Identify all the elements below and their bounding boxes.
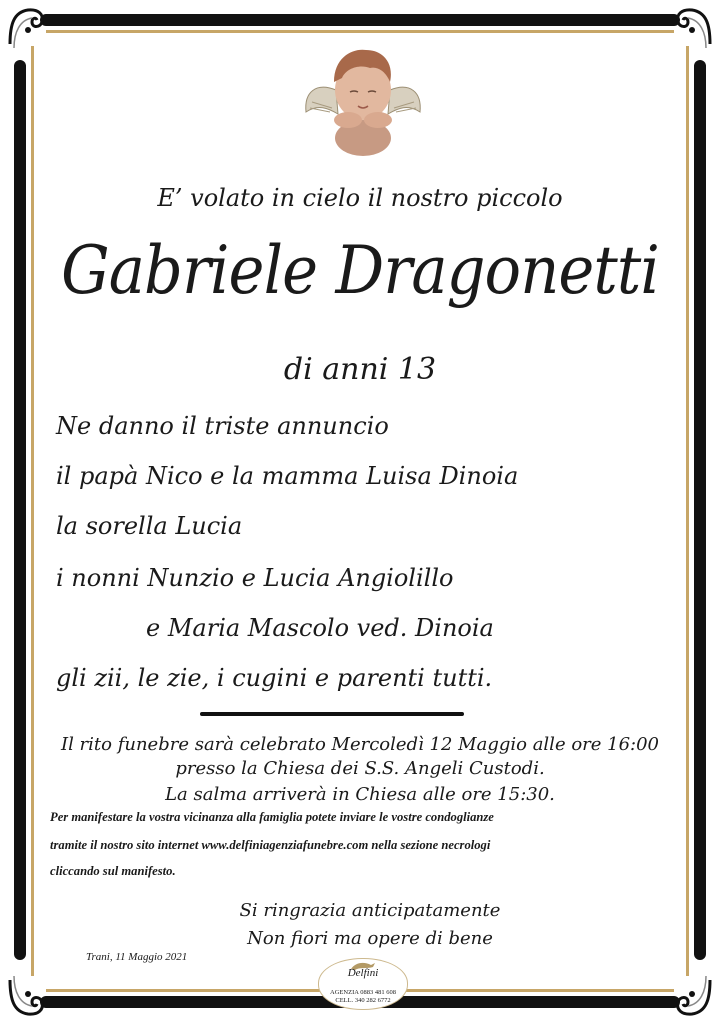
funeral-line: Il rito funebre sarà celebrato Mercoledì 12 Maggio alle ore 16:00: [60, 734, 660, 755]
funeral-line: presso la Chiesa dei S.S. Angeli Custodi.: [175, 758, 545, 779]
deceased-name: Gabriele Dragonetti: [61, 232, 659, 309]
frame-top-bar: [40, 14, 680, 26]
corner-ornament-icon: [668, 972, 716, 1020]
corner-ornament-icon: [4, 972, 52, 1020]
family-line: i nonni Nunzio e Lucia Angiolillo: [56, 564, 454, 592]
agency-phone: AGENZIA 0883 481 608: [330, 989, 396, 996]
family-line: la sorella Lucia: [56, 512, 243, 540]
condolence-note: cliccando sul manifesto.: [50, 864, 176, 878]
angel-icon: [298, 42, 428, 157]
agency-cell: CELL. 340 282 6772: [335, 997, 391, 1004]
corner-ornament-icon: [4, 4, 52, 52]
closing-line: Si ringrazia anticipatamente: [239, 900, 501, 921]
corner-ornament-icon: [668, 4, 716, 52]
divider: [200, 712, 464, 716]
agency-logo-name: Delfini: [347, 967, 379, 979]
place-date: Trani, 11 Maggio 2021: [86, 951, 188, 963]
agency-logo: [318, 958, 408, 1010]
funeral-line: La salma arriverà in Chiesa alle ore 15:30.: [165, 784, 555, 805]
family-line: Ne danno il triste annuncio: [56, 412, 389, 440]
condolence-note: Per manifestare la vostra vicinanza alla famiglia potete inviare le vostre condoglianze: [50, 810, 494, 824]
deceased-age: di anni 13: [283, 352, 437, 387]
family-line: il papà Nico e la mamma Luisa Dinoia: [56, 462, 519, 490]
family-line: e Maria Mascolo ved. Dinoia: [146, 614, 494, 642]
condolence-note: tramite il nostro sito internet www.delfiniagenziafunebre.com nella sezione necrologi: [50, 838, 491, 852]
family-line: gli zii, le zie, i cugini e parenti tutti.: [56, 664, 493, 692]
closing-line: Non fiori ma opere di bene: [247, 928, 493, 949]
intro-text: E’ volato in cielo il nostro piccolo: [157, 184, 563, 212]
gold-line-top: [46, 30, 674, 33]
